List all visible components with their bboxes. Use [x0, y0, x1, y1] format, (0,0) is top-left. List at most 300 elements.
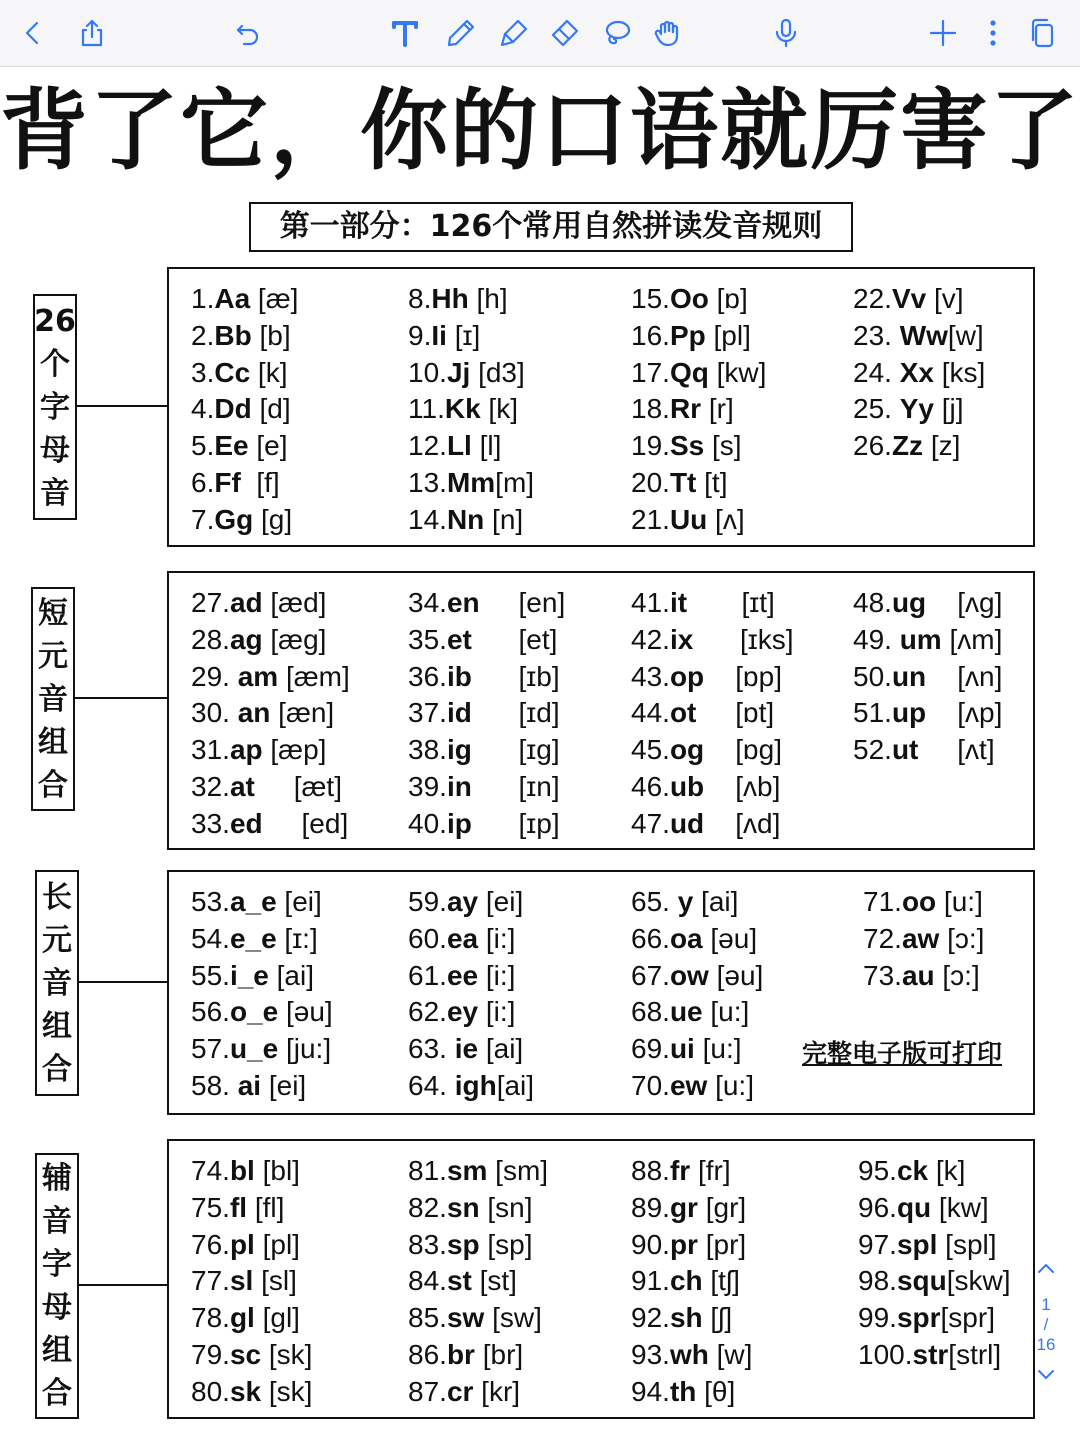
rule-phonetic: [ai]: [478, 1033, 524, 1065]
rule-letters: ay: [446, 886, 479, 917]
rule-phonetic: [ɪ]: [446, 319, 481, 351]
rule-number: 50.: [853, 660, 892, 692]
rule-phonetic: [sl]: [253, 1265, 297, 1297]
rule-number: 33.: [191, 807, 230, 839]
rule-phonetic: [æm]: [278, 660, 350, 692]
rule-letters: qu: [896, 1191, 932, 1223]
phonics-rule-item: [631, 1190, 752, 1227]
rule-number: 36.: [408, 660, 447, 692]
phonics-rule-item: [408, 1227, 548, 1264]
rule-number: 74.: [191, 1155, 230, 1186]
page-up-icon[interactable]: [1026, 1258, 1066, 1285]
rule-phonetic: [kr]: [473, 1375, 521, 1407]
phonics-rule-item: [191, 1300, 312, 1337]
rule-phonetic: [f]: [240, 466, 280, 498]
rule-number: 97.: [858, 1228, 897, 1260]
rule-phonetic: [w]: [708, 1338, 753, 1370]
rule-column: [408, 585, 565, 843]
rule-number: 21.: [631, 503, 670, 535]
rule-letters: Ff: [214, 466, 241, 498]
rule-phonetic: [v]: [926, 283, 964, 314]
rule-phonetic: [u:]: [702, 996, 750, 1028]
rule-number: 46.: [631, 770, 670, 802]
gesture-tool-icon[interactable]: [649, 14, 687, 52]
rule-letters: ad: [229, 587, 263, 618]
rule-letters: ew: [669, 1069, 708, 1101]
phonics-rule-item: [631, 1227, 752, 1264]
rule-letters: sp: [446, 1228, 480, 1260]
rule-letters: Zz: [891, 430, 924, 462]
rule-phonetic: [bl]: [254, 1155, 300, 1186]
phonics-rule-item: [631, 1374, 752, 1411]
rule-column: [408, 1153, 548, 1411]
phonics-rule-item: [858, 1190, 1011, 1227]
rule-letters: sh: [669, 1302, 703, 1334]
rule-phonetic: [ʃ]: [702, 1302, 733, 1334]
rule-phonetic: [ju:]: [278, 1033, 332, 1065]
rule-letters: cr: [446, 1375, 474, 1407]
rule-column: [191, 281, 298, 539]
rule-letters: ag: [229, 623, 263, 655]
rule-letters: sk: [229, 1375, 262, 1407]
rule-phonetic: [ɪ:]: [276, 922, 318, 954]
section-label-char: 音: [42, 1204, 72, 1239]
rule-column: [191, 585, 350, 843]
rule-letters: Ss: [669, 430, 705, 462]
phonics-rule-item: [631, 391, 766, 428]
lasso-tool-icon[interactable]: [598, 14, 636, 52]
rule-letters: bl: [229, 1155, 255, 1186]
rule-phonetic: [k]: [928, 1155, 966, 1186]
phonics-rule-item: [191, 1153, 312, 1190]
rule-phonetic: [ɒp]: [704, 660, 782, 692]
rule-letters: o_e: [229, 996, 279, 1028]
rule-phonetic: [h]: [468, 283, 508, 314]
rule-phonetic: [əu]: [278, 996, 333, 1028]
rule-letters: u_e: [229, 1033, 279, 1065]
rule-number: 32.: [191, 770, 230, 802]
rule-phonetic: [sw]: [484, 1302, 542, 1334]
rule-number: 73.: [863, 959, 902, 991]
phonics-rule-item: [408, 1153, 548, 1190]
rule-phonetic: [i:]: [478, 959, 516, 991]
rule-number: 55.: [191, 959, 230, 991]
rule-phonetic: [ɒt]: [696, 697, 775, 729]
rule-letters: br: [446, 1338, 475, 1370]
rule-column: [853, 585, 1002, 769]
rule-number: 93.: [631, 1338, 670, 1370]
rule-letters: ai: [237, 1069, 262, 1101]
rule-letters: Pp: [669, 319, 706, 351]
phonics-rule-item: [408, 391, 534, 428]
rule-number: 58.: [191, 1069, 238, 1101]
rule-letters: Uu: [669, 503, 708, 535]
phonics-rule-item: [408, 465, 534, 502]
rule-phonetic: [u:]: [694, 1033, 742, 1065]
rule-phonetic: [st]: [471, 1265, 517, 1297]
rule-number: 29.: [191, 660, 238, 692]
rule-phonetic: [ɪn]: [471, 770, 560, 802]
rule-letters: ib: [446, 660, 472, 692]
section-label-char: 组: [38, 724, 68, 760]
rule-number: 54.: [191, 922, 230, 954]
rule-number: 51.: [853, 697, 892, 729]
phonics-rule-item: [853, 318, 985, 355]
rule-phonetic: [əu]: [708, 959, 764, 991]
rule-number: 62.: [408, 996, 447, 1028]
rule-phonetic: [æp]: [262, 734, 327, 766]
section-label: [35, 1153, 79, 1419]
text-tool-icon[interactable]: [386, 14, 424, 52]
phonics-rule-item: [408, 806, 565, 843]
rule-number: 64.: [408, 1069, 455, 1101]
more-options-icon[interactable]: [974, 14, 1012, 52]
phonics-rule-item: [191, 502, 298, 539]
rule-number: 27.: [191, 587, 230, 618]
rule-number: 39.: [408, 770, 447, 802]
page-down-icon[interactable]: [1026, 1363, 1066, 1390]
phonics-rule-item: [191, 1031, 333, 1068]
phonics-rule-item: [191, 318, 298, 355]
section-label: [35, 870, 79, 1096]
rule-letters: ui: [669, 1033, 695, 1065]
section-box: [167, 870, 1035, 1115]
rule-number: 8.: [408, 283, 432, 314]
rule-letters: e_e: [229, 922, 277, 954]
rule-letters: sc: [229, 1338, 262, 1370]
rule-phonetic: [ed]: [262, 807, 349, 839]
phonics-rule-item: [408, 585, 565, 622]
rule-letters: Hh: [431, 283, 469, 314]
rule-letters: Vv: [891, 283, 927, 314]
rule-phonetic: [e]: [248, 430, 288, 462]
phonics-rule-item: [191, 355, 298, 392]
printable-version-link[interactable]: 完整电子版可打印: [802, 1039, 1003, 1068]
phonics-rule-item: [631, 428, 766, 465]
section-label-char: 母: [42, 1290, 72, 1325]
rule-letters: Jj: [446, 356, 471, 388]
rule-phonetic: [æn]: [270, 697, 335, 729]
rule-letters: ie: [454, 1033, 479, 1065]
phonics-rule-item: [408, 1068, 534, 1105]
phonics-rule-item: [408, 732, 565, 769]
phonics-rule-item: [631, 659, 794, 696]
rule-number: 60.: [408, 922, 447, 954]
rule-phonetic: [pr]: [697, 1228, 747, 1260]
rule-number: 25.: [853, 393, 900, 425]
phonics-rule-item: [631, 585, 794, 622]
microphone-icon[interactable]: [767, 14, 805, 52]
phonics-rule-item: [408, 958, 534, 995]
phonics-rule-item: [631, 1300, 752, 1337]
rule-letters: Cc: [214, 356, 251, 388]
rule-letters: Ii: [431, 319, 447, 351]
rule-letters: Yy: [899, 393, 934, 425]
phonics-rule-item: [631, 1263, 752, 1300]
phonics-rule-item: [191, 994, 333, 1031]
section-label-char: 组: [42, 1008, 72, 1044]
rule-number: 37.: [408, 697, 447, 729]
rule-letters: Qq: [669, 356, 709, 388]
rule-phonetic: [r]: [701, 393, 734, 425]
phonics-rule-item: [408, 502, 534, 539]
phonics-rule-item: [863, 921, 984, 958]
rule-number: 59.: [408, 886, 447, 917]
rule-letters: squ: [896, 1265, 947, 1297]
rule-phonetic: [ʌt]: [918, 734, 995, 766]
section-label-char: 组: [42, 1333, 72, 1368]
rule-phonetic: [θ]: [696, 1375, 736, 1407]
section-label-char: 元: [38, 638, 68, 674]
phonics-rule-item: [191, 1190, 312, 1227]
rule-phonetic: [əu]: [702, 922, 758, 954]
section-label-char: 字: [40, 389, 70, 425]
phonics-rule-item: [408, 281, 534, 318]
rule-number: 88.: [631, 1155, 670, 1186]
phonics-rule-item: [191, 1263, 312, 1300]
phonics-rule-item: [191, 659, 350, 696]
rule-number: 77.: [191, 1265, 230, 1297]
rule-number: 80.: [191, 1375, 230, 1407]
rule-number: 15.: [631, 283, 670, 314]
rule-number: 31.: [191, 734, 230, 766]
rule-number: 40.: [408, 807, 447, 839]
phonics-rule-item: [191, 1227, 312, 1264]
phonics-rule-item: [408, 428, 534, 465]
rule-number: 92.: [631, 1302, 670, 1334]
rule-number: 79.: [191, 1338, 230, 1370]
back-chevron-icon[interactable]: [14, 14, 52, 52]
rule-letters: un: [891, 660, 927, 692]
rule-phonetic: [ɪg]: [471, 734, 560, 766]
rule-letters: ch: [669, 1265, 703, 1297]
rule-phonetic: [w]: [947, 319, 984, 351]
rule-number: 5.: [191, 430, 215, 462]
phonics-rule-item: [408, 1300, 548, 1337]
section-label-char: 字: [42, 1247, 72, 1282]
section-connector-line: [75, 697, 167, 699]
share-icon[interactable]: [73, 14, 111, 52]
rule-phonetic: [pl]: [705, 319, 751, 351]
rule-column: [191, 884, 333, 1105]
section-box: [167, 1139, 1035, 1419]
rule-letters: ea: [446, 922, 479, 954]
rule-letters: fl: [229, 1191, 248, 1223]
rule-phonetic: [i:]: [478, 922, 516, 954]
phonics-rule-item: [191, 695, 350, 732]
page-separator: /: [1043, 1315, 1049, 1334]
rule-number: 6.: [191, 466, 215, 498]
eraser-tool-icon[interactable]: [546, 14, 584, 52]
phonics-rule-item: [191, 428, 298, 465]
rule-letters: a_e: [229, 886, 277, 917]
section-box: [167, 571, 1035, 850]
rule-number: 12.: [408, 430, 447, 462]
section-box: [167, 267, 1035, 547]
rule-number: 43.: [631, 660, 670, 692]
phonics-rule-item: [858, 1337, 1011, 1374]
rule-letters: Bb: [214, 319, 252, 351]
phonics-rule-item: [191, 281, 298, 318]
add-icon[interactable]: [924, 14, 962, 52]
phonics-rule-item: [631, 465, 766, 502]
rule-number: 66.: [631, 922, 670, 954]
rule-phonetic: [tʃ]: [702, 1265, 740, 1297]
rule-letters: ud: [669, 807, 705, 839]
rule-phonetic: [ɪt]: [687, 587, 775, 618]
phonics-rule-item: [863, 884, 984, 921]
rule-letters: ue: [669, 996, 703, 1028]
phonics-rule-item: [631, 921, 763, 958]
rule-number: 78.: [191, 1302, 230, 1334]
rule-phonetic: [ɪks]: [693, 623, 794, 655]
phonics-rule-item: [631, 1068, 763, 1105]
rule-column: [631, 884, 763, 1105]
section-label: [31, 587, 75, 811]
phonics-rule-item: [191, 1337, 312, 1374]
rule-phonetic: [strl]: [948, 1338, 1002, 1370]
rule-phonetic: [ʌm]: [941, 623, 1003, 655]
rule-number: 81.: [408, 1155, 447, 1186]
phonics-rule-item: [631, 355, 766, 392]
rule-letters: Nn: [446, 503, 485, 535]
rule-number: 9.: [408, 319, 432, 351]
rule-phonetic: [ʌb]: [704, 770, 781, 802]
pen-tool-icon[interactable]: [442, 14, 480, 52]
phonics-rule-item: [853, 355, 985, 392]
phonics-rule-item: [191, 465, 298, 502]
rule-number: 98.: [858, 1265, 897, 1297]
phonics-rule-item: [631, 806, 794, 843]
rule-letters: ow: [669, 959, 709, 991]
rule-letters: sm: [446, 1155, 488, 1186]
rule-number: 18.: [631, 393, 670, 425]
rule-number: 48.: [853, 587, 892, 618]
rule-letters: Aa: [214, 283, 251, 314]
rule-letters: ix: [669, 623, 694, 655]
phonics-rule-item: [631, 958, 763, 995]
rule-phonetic: [kw]: [708, 356, 767, 388]
phonics-rule-item: [191, 1374, 312, 1411]
undo-icon[interactable]: [229, 14, 267, 52]
rule-letters: am: [237, 660, 279, 692]
rule-number: 71.: [863, 886, 902, 917]
rule-number: 17.: [631, 356, 670, 388]
rule-letters: oo: [901, 886, 937, 917]
rule-phonetic: [d3]: [470, 356, 525, 388]
pages-icon[interactable]: [1024, 14, 1062, 52]
rule-phonetic: [ɪp]: [471, 807, 560, 839]
rule-letters: sn: [446, 1191, 480, 1223]
rule-letters: sw: [446, 1302, 485, 1334]
rule-letters: op: [669, 660, 705, 692]
rule-letters: str: [912, 1338, 949, 1370]
rule-number: 82.: [408, 1191, 447, 1223]
rule-phonetic: [æd]: [262, 587, 327, 618]
phonics-rule-item: [408, 1190, 548, 1227]
section-label-char: 合: [38, 767, 68, 803]
rule-phonetic: [æ]: [250, 283, 299, 314]
rule-phonetic: [ei]: [276, 886, 322, 917]
phonics-rule-item: [858, 1153, 1011, 1190]
phonics-rule-item: [631, 884, 763, 921]
rule-phonetic: [ks]: [933, 356, 986, 388]
rule-letters: in: [446, 770, 472, 802]
rule-phonetic: [fl]: [247, 1191, 285, 1223]
phonics-rule-item: [858, 1263, 1011, 1300]
rule-column: [191, 1153, 312, 1411]
rule-phonetic: [gl]: [254, 1302, 300, 1334]
rule-phonetic: [sm]: [487, 1155, 549, 1186]
phonics-rule-item: [853, 585, 1002, 622]
rule-letters: um: [899, 623, 942, 655]
rule-letters: fr: [669, 1155, 691, 1186]
rule-letters: Rr: [669, 393, 702, 425]
rule-number: 70.: [631, 1069, 670, 1101]
rule-number: 83.: [408, 1228, 447, 1260]
rule-phonetic: [ʌn]: [926, 660, 1003, 692]
phonics-rule-item: [408, 769, 565, 806]
rule-column: [631, 585, 794, 843]
total-page-number: 16: [1036, 1335, 1056, 1354]
rule-phonetic: [ɪd]: [471, 697, 560, 729]
rule-phonetic: [ai]: [496, 1069, 535, 1101]
section-label-char: 母: [40, 432, 70, 468]
highlighter-tool-icon[interactable]: [495, 14, 533, 52]
rule-phonetic: [m]: [495, 466, 535, 498]
rule-letters: an: [237, 697, 271, 729]
rule-number: 7.: [191, 503, 215, 535]
section-label-char: 短: [38, 595, 68, 631]
rule-letters: ey: [446, 996, 479, 1028]
rule-phonetic: [ʌg]: [926, 587, 1003, 618]
rule-letters: it: [669, 587, 688, 618]
rule-letters: Xx: [899, 356, 934, 388]
page-title: 背了它，你的口语就厉害了: [0, 79, 1080, 182]
rule-letters: i_e: [229, 959, 269, 991]
rule-letters: og: [669, 734, 705, 766]
rule-number: 35.: [408, 623, 447, 655]
phonics-rule-item: [408, 659, 565, 696]
rule-letters: Oo: [669, 283, 709, 314]
rule-letters: sl: [229, 1265, 254, 1297]
section-connector-line: [79, 981, 167, 983]
section-label-char: 个: [40, 346, 70, 382]
phonics-rule-item: [191, 585, 350, 622]
rule-number: 24.: [853, 356, 900, 388]
page-scroller[interactable]: [1026, 1258, 1066, 1418]
section-label-char: 长: [42, 879, 72, 915]
phonics-rule-item: [408, 622, 565, 659]
rule-number: 3.: [191, 356, 215, 388]
rule-phonetic: [ɪb]: [471, 660, 560, 692]
phonics-rule-item: [853, 622, 1002, 659]
phonics-rule-item: [408, 318, 534, 355]
rule-phonetic: [l]: [471, 430, 502, 462]
rule-number: 91.: [631, 1265, 670, 1297]
rule-number: 63.: [408, 1033, 455, 1065]
rule-phonetic: [kw]: [931, 1191, 989, 1223]
phonics-rule-item: [631, 281, 766, 318]
rule-phonetic: [ʌp]: [926, 697, 1003, 729]
rule-number: 23.: [853, 319, 900, 351]
phonics-rule-item: [853, 281, 985, 318]
rule-phonetic: [fr]: [690, 1155, 731, 1186]
rule-number: 57.: [191, 1033, 230, 1065]
rule-number: 100.: [858, 1338, 913, 1370]
phonics-rule-item: [408, 355, 534, 392]
rule-phonetic: [s]: [704, 430, 742, 462]
